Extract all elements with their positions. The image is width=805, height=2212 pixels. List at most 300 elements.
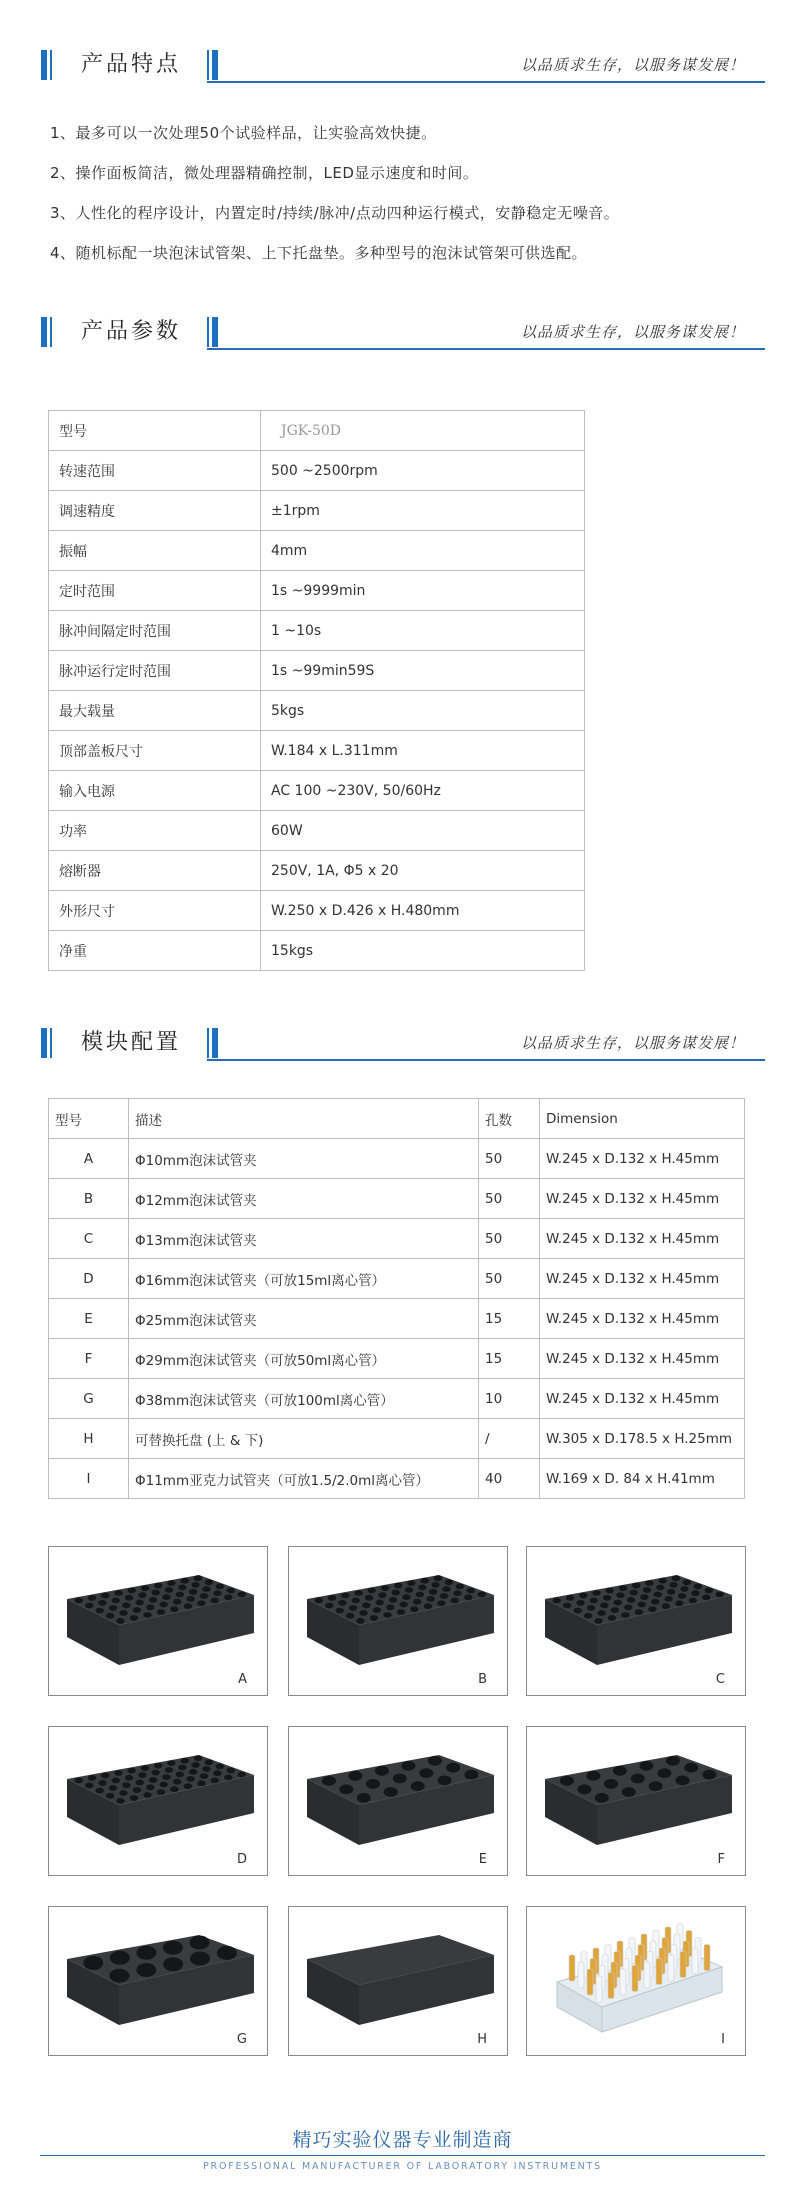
product-photo-c (526, 1546, 746, 1696)
param-value: AC 100 ~230V, 50/60Hz (261, 771, 585, 811)
hole-mark (130, 1795, 138, 1801)
hole-mark (141, 1765, 149, 1771)
hole-mark (632, 1583, 640, 1589)
module-dimension: W.169 x D. 84 x H.41mm (540, 1459, 745, 1499)
hole-mark (410, 1606, 418, 1612)
hole-mark (630, 1590, 638, 1596)
module-holes: 15 (479, 1299, 540, 1339)
module-id: B (49, 1179, 129, 1219)
hole-mark (662, 1603, 670, 1609)
hole-mark (407, 1580, 415, 1586)
hole-mark (702, 1595, 710, 1601)
hole-mark (597, 1610, 605, 1616)
hole-mark (189, 1589, 197, 1595)
hole-mark (553, 1598, 561, 1604)
hole-mark (106, 1793, 114, 1799)
hole-mark (401, 1761, 415, 1771)
hole-mark (325, 1603, 333, 1609)
hole-mark (666, 1756, 680, 1766)
hole-mark (122, 1782, 130, 1788)
hole-mark (649, 1781, 663, 1791)
product-photo-g (48, 1906, 268, 2056)
hole-mark (141, 1585, 149, 1591)
hole-mark (421, 1578, 429, 1584)
hole-mark (635, 1609, 643, 1615)
param-key: 外形尺寸 (49, 891, 261, 931)
hole-mark (191, 1582, 199, 1588)
hole-mark (224, 1775, 232, 1781)
tube-mark (569, 1955, 575, 1981)
module-holes: 40 (479, 1459, 540, 1499)
photo-label: H (477, 2032, 487, 2047)
feature-list (50, 118, 770, 278)
hole-mark (125, 1595, 133, 1601)
hole-mark (424, 1603, 432, 1609)
hole-mark (348, 1771, 362, 1781)
header-bar-left (41, 50, 55, 80)
hole-mark (186, 1596, 194, 1602)
tube-mark (656, 1959, 662, 1985)
hole-mark (587, 1605, 595, 1611)
hole-mark (85, 1783, 93, 1789)
hole-mark (667, 1589, 675, 1595)
column-header: 型号 (49, 1099, 129, 1139)
hole-mark (664, 1596, 672, 1602)
hole-mark (370, 1615, 378, 1621)
hole-mark (165, 1587, 173, 1593)
hole-mark (133, 1607, 141, 1613)
photo-label: D (236, 1852, 247, 1867)
hole-mark (116, 1618, 124, 1624)
params-table (48, 410, 585, 971)
hole-mark (184, 1603, 192, 1609)
module-dimension: W.245 x D.132 x H.45mm (540, 1299, 745, 1339)
hole-mark (438, 1776, 452, 1786)
hole-mark (631, 1774, 645, 1784)
header-rule (207, 348, 765, 350)
hole-mark (336, 1608, 344, 1614)
hole-mark (478, 1592, 486, 1598)
hole-mark (383, 1612, 391, 1618)
hole-mark (691, 1590, 699, 1596)
column-header: Dimension (540, 1099, 745, 1139)
param-value: 15kgs (261, 931, 585, 971)
hole-mark (315, 1598, 323, 1604)
foam-rack-image (49, 1547, 268, 1696)
hole-mark (402, 1594, 410, 1600)
photo-label: E (478, 1852, 487, 1867)
hole-mark (106, 1613, 114, 1619)
footer-slogan-en: PROFESSIONAL MANUFACTURER OF LABORATORY INSTRUMENTS (203, 2161, 602, 2172)
hole-mark (566, 1595, 574, 1601)
foam-rack-image (527, 1547, 746, 1696)
hole-mark (136, 1600, 144, 1606)
hole-mark (453, 1590, 461, 1596)
hole-mark (619, 1585, 627, 1591)
product-photo-i (526, 1906, 746, 2056)
hole-mark (109, 1969, 129, 1983)
hole-mark (366, 1779, 380, 1789)
hole-mark (689, 1598, 697, 1604)
hole-mark (165, 1767, 173, 1773)
hole-mark (614, 1600, 622, 1606)
hole-mark (656, 1585, 664, 1591)
photo-label: I (721, 2032, 725, 2047)
table-row (49, 651, 585, 691)
section-header-params (41, 315, 765, 349)
hole-mark (397, 1609, 405, 1615)
hole-mark (205, 1759, 213, 1765)
hole-mark (110, 1951, 130, 1965)
table-row (49, 1339, 745, 1379)
foam-rack-image (289, 1547, 508, 1696)
hole-mark (592, 1590, 600, 1596)
product-photo-a (48, 1546, 268, 1696)
hole-mark (181, 1758, 189, 1764)
hole-mark (365, 1595, 373, 1601)
hole-mark (405, 1587, 413, 1593)
tube-mark (692, 1948, 698, 1974)
table-row (49, 891, 585, 931)
table-row (49, 571, 585, 611)
hole-mark (88, 1775, 96, 1781)
hole-mark (563, 1603, 571, 1609)
hole-mark (702, 1770, 716, 1780)
hole-mark (152, 1770, 160, 1776)
hole-mark (163, 1941, 183, 1955)
module-holes: 50 (479, 1219, 540, 1259)
column-header: 描述 (129, 1099, 479, 1139)
param-value: 1s ~9999min (261, 571, 585, 611)
product-photo-b (288, 1546, 508, 1696)
hole-mark (606, 1588, 614, 1594)
hole-mark (75, 1778, 83, 1784)
hole-mark (167, 1760, 175, 1766)
photo-label: G (236, 2032, 247, 2047)
hole-mark (464, 1770, 478, 1780)
hole-mark (163, 1957, 183, 1971)
table-row (49, 1419, 745, 1459)
hole-mark (375, 1766, 389, 1776)
param-value: 4mm (261, 531, 585, 571)
hole-mark (143, 1612, 151, 1618)
hole-mark (162, 1774, 170, 1780)
hole-mark (440, 1593, 448, 1599)
param-value: 500 ~2500rpm (261, 451, 585, 491)
hole-mark (413, 1599, 421, 1605)
module-holes: 15 (479, 1339, 540, 1379)
hole-mark (98, 1600, 106, 1606)
hole-mark (216, 1764, 224, 1770)
hole-mark (211, 1778, 219, 1784)
section-slogan: 以品质求生存，以服务谋发展！ (520, 56, 745, 74)
param-key: 振幅 (49, 531, 261, 571)
hole-mark (116, 1798, 124, 1804)
table-row (49, 1179, 745, 1219)
table-row (49, 411, 585, 451)
param-key: 熔断器 (49, 851, 261, 891)
hole-mark (622, 1787, 636, 1797)
hole-mark (373, 1607, 381, 1613)
param-value: W.250 x D.426 x H.480mm (261, 891, 585, 931)
product-photo-e (288, 1726, 508, 1876)
module-dimension: W.245 x D.132 x H.45mm (540, 1379, 745, 1419)
hole-mark (389, 1597, 397, 1603)
param-value: 1 ~10s (261, 611, 585, 651)
hole-mark (184, 1783, 192, 1789)
hole-mark (109, 1785, 117, 1791)
module-dimension: W.245 x D.132 x H.45mm (540, 1259, 745, 1299)
table-row (49, 851, 585, 891)
hole-mark (669, 1582, 677, 1588)
hole-mark (133, 1787, 141, 1793)
hole-mark (341, 1593, 349, 1599)
param-key: 功率 (49, 811, 261, 851)
hole-mark (98, 1780, 106, 1786)
hole-mark (579, 1593, 587, 1599)
hole-mark (354, 1590, 362, 1596)
hole-mark (202, 1766, 210, 1772)
module-dimension: W.305 x D.178.5 x H.25mm (540, 1419, 745, 1459)
module-desc: Φ10mm泡沫试管夹 (129, 1139, 479, 1179)
tube-mark (620, 1969, 626, 1995)
hole-mark (428, 1756, 442, 1766)
hole-mark (130, 1615, 138, 1621)
table-row (49, 611, 585, 651)
hole-mark (604, 1779, 618, 1789)
feature-item: 1、最多可以一次处理50个试验样品，让实验高效快捷。 (50, 124, 437, 142)
section-title: 模块配置 (81, 1030, 182, 1055)
hole-mark (109, 1605, 117, 1611)
hole-mark (154, 1763, 162, 1769)
param-value: 1s ~99min59S (261, 651, 585, 691)
hole-mark (85, 1603, 93, 1609)
hole-mark (197, 1600, 205, 1606)
tube-mark (578, 1962, 584, 1988)
hole-mark (101, 1773, 109, 1779)
hole-mark (394, 1583, 402, 1589)
hole-mark (138, 1772, 146, 1778)
header-bar-left (41, 317, 55, 347)
hole-mark (560, 1776, 574, 1786)
hole-mark (167, 1580, 175, 1586)
hole-mark (200, 1773, 208, 1779)
hole-mark (160, 1782, 168, 1788)
section-slogan: 以品质求生存，以服务谋发展！ (520, 323, 745, 341)
hole-mark (157, 1789, 165, 1795)
module-desc: Φ13mm泡沫试管夹 (129, 1219, 479, 1259)
hole-mark (431, 1582, 439, 1588)
tube-mark (608, 1973, 614, 1999)
hole-mark (577, 1784, 591, 1794)
hole-mark (157, 1609, 165, 1615)
tube-mark (632, 1966, 638, 1992)
hole-mark (322, 1776, 336, 1786)
table-row (49, 1259, 745, 1299)
param-key: 型号 (49, 411, 261, 451)
hole-mark (594, 1618, 602, 1624)
hole-mark (191, 1762, 199, 1768)
hole-mark (128, 1768, 136, 1774)
tube-mark (680, 1952, 686, 1978)
hole-mark (576, 1600, 584, 1606)
hole-mark (181, 1578, 189, 1584)
hole-mark (392, 1590, 400, 1596)
hole-mark (456, 1584, 464, 1590)
param-value: 5kgs (261, 691, 585, 731)
table-row (49, 1379, 745, 1419)
hole-mark (170, 1606, 178, 1612)
hole-mark (189, 1769, 197, 1775)
hole-mark (217, 1946, 237, 1960)
hole-mark (122, 1602, 130, 1608)
header-bar-right (207, 50, 221, 80)
hole-mark (173, 1779, 181, 1785)
foam-rack-image (49, 1727, 268, 1876)
hole-mark (627, 1597, 635, 1603)
hole-mark (338, 1600, 346, 1606)
hole-mark (362, 1602, 370, 1608)
module-id: I (49, 1459, 129, 1499)
hole-mark (114, 1770, 122, 1776)
module-desc: Φ38mm泡沫试管夹（可放100ml离心管） (129, 1379, 479, 1419)
hole-mark (194, 1575, 202, 1581)
table-row (49, 531, 585, 571)
tube-mark (587, 1969, 593, 1995)
hole-mark (600, 1602, 608, 1608)
hole-mark (205, 1579, 213, 1585)
param-key: 定时范围 (49, 571, 261, 611)
hole-mark (190, 1952, 210, 1966)
hole-mark (416, 1592, 424, 1598)
hole-mark (339, 1784, 353, 1794)
hole-mark (119, 1790, 127, 1796)
table-row (49, 771, 585, 811)
photo-label: A (238, 1672, 247, 1687)
foam-pad-image (289, 1907, 508, 2056)
table-row (49, 731, 585, 771)
hole-mark (381, 1585, 389, 1591)
hole-mark (162, 1594, 170, 1600)
module-id: E (49, 1299, 129, 1339)
hole-mark (227, 1768, 235, 1774)
acrylic-rack-image (527, 1907, 746, 2056)
hole-mark (464, 1595, 472, 1601)
module-holes: 50 (479, 1259, 540, 1299)
table-row (49, 1299, 745, 1339)
hole-mark (356, 1618, 364, 1624)
hole-mark (125, 1775, 133, 1781)
module-holes: 50 (479, 1179, 540, 1219)
hole-mark (101, 1593, 109, 1599)
hole-mark (716, 1592, 724, 1598)
hole-mark (112, 1778, 120, 1784)
module-desc: Φ12mm泡沫试管夹 (129, 1179, 479, 1219)
param-key: 净重 (49, 931, 261, 971)
hole-mark (643, 1587, 651, 1593)
hole-mark (96, 1608, 104, 1614)
module-desc: Φ16mm泡沫试管夹（可放15ml离心管） (129, 1259, 479, 1299)
hole-mark (119, 1610, 127, 1616)
hole-mark (154, 1583, 162, 1589)
hole-mark (146, 1784, 154, 1790)
hole-mark (640, 1594, 648, 1600)
hole-mark (227, 1588, 235, 1594)
param-key: 顶部盖板尺寸 (49, 731, 261, 771)
hole-mark (657, 1768, 671, 1778)
product-photo-h (288, 1906, 508, 2056)
header-bar-left (41, 1028, 55, 1058)
module-dimension: W.245 x D.132 x H.45mm (540, 1179, 745, 1219)
feature-item: 4、随机标配一块泡沫试管架、上下托盘垫。多种型号的泡沫试管架可供选配。 (50, 244, 588, 262)
hole-mark (213, 1590, 221, 1596)
product-photo-f (526, 1726, 746, 1876)
hole-mark (96, 1788, 104, 1794)
hole-mark (574, 1608, 582, 1614)
param-value: 250V, 1A, Φ5 x 20 (261, 851, 585, 891)
table-row (49, 931, 585, 971)
hole-mark (675, 1600, 683, 1606)
hole-mark (386, 1604, 394, 1610)
hole-mark (400, 1602, 408, 1608)
section-title: 产品参数 (81, 319, 182, 344)
table-row (49, 1219, 745, 1259)
hole-mark (178, 1765, 186, 1771)
hole-mark (146, 1604, 154, 1610)
hole-mark (349, 1605, 357, 1611)
param-key: 最大载量 (49, 691, 261, 731)
hole-mark (426, 1596, 434, 1602)
hole-mark (359, 1610, 367, 1616)
tube-mark (668, 1955, 674, 1981)
table-header-row (49, 1099, 745, 1139)
hole-mark (88, 1595, 96, 1601)
column-header: 孔数 (479, 1099, 540, 1139)
section-slogan: 以品质求生存，以服务谋发展！ (520, 1034, 745, 1052)
hole-mark (648, 1606, 656, 1612)
param-key: 脉冲间隔定时范围 (49, 611, 261, 651)
hole-mark (676, 1776, 690, 1786)
module-dimension: W.245 x D.132 x H.45mm (540, 1139, 745, 1179)
module-id: H (49, 1419, 129, 1459)
hole-mark (357, 1793, 371, 1803)
hole-mark (419, 1768, 433, 1778)
section-header-modules (41, 1026, 765, 1060)
module-holes: 10 (479, 1379, 540, 1419)
hole-mark (75, 1598, 83, 1604)
hole-mark (143, 1792, 151, 1798)
hole-mark (190, 1936, 210, 1950)
hole-mark (611, 1607, 619, 1613)
hole-mark (368, 1588, 376, 1594)
hole-mark (393, 1774, 407, 1784)
hole-mark (376, 1600, 384, 1606)
photo-label: B (478, 1672, 487, 1687)
hole-mark (672, 1575, 680, 1581)
hole-mark (346, 1613, 354, 1619)
module-desc: Φ25mm泡沫试管夹 (129, 1299, 479, 1339)
hole-mark (446, 1763, 460, 1773)
hole-mark (434, 1575, 442, 1581)
hole-mark (112, 1598, 120, 1604)
hole-mark (584, 1613, 592, 1619)
hole-mark (442, 1586, 450, 1592)
hole-mark (149, 1597, 157, 1603)
module-id: G (49, 1379, 129, 1419)
hole-mark (624, 1604, 632, 1610)
table-row (49, 1139, 745, 1179)
param-value: ±1rpm (261, 491, 585, 531)
